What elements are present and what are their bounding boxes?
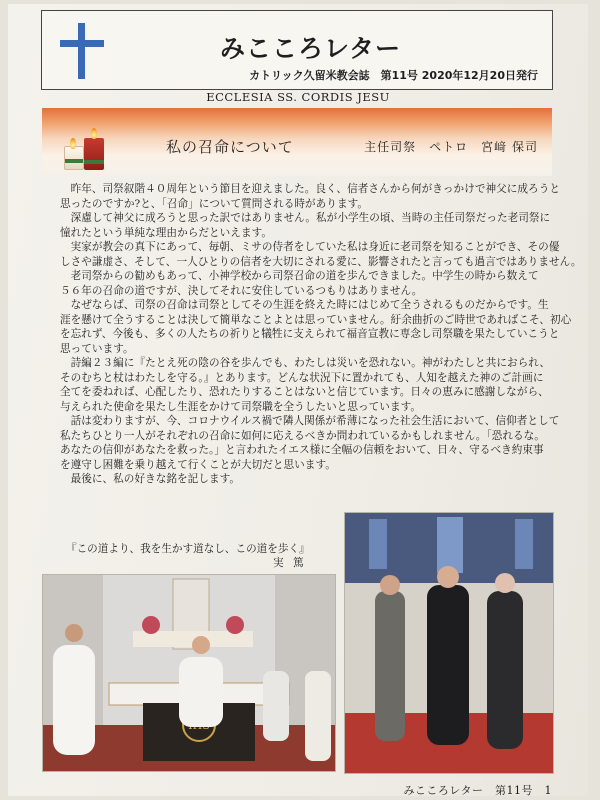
paragraph-2 — [60, 211, 554, 240]
text-line: 昨年、司祭叙階４０周年という節目を迎えました。良く、信者さんから何がきっかけで神父に成ろうと — [70, 183, 560, 195]
photo-mass-altar — [42, 574, 336, 772]
text-line: なぜならば、司祭の召命は司祭としてその生涯を終えた時にはじめて全うされるものだからです。生 — [70, 299, 549, 311]
text-line: 深慮して神父に成ろうと思った訳ではありません。私が小学生の頃、当時の主任司祭だった老司祭に — [70, 212, 551, 224]
text-line: 話は変わりますが、今、コロナウイルス禍で隣人関係が希薄になった社会生活において、信仰者として — [70, 415, 560, 427]
text-line: 与えられた使命を果たし生涯をかけて司祭職を全うしたいと思っています。 — [60, 400, 422, 413]
mass-scene — [43, 575, 335, 771]
paragraph-4 — [60, 269, 554, 298]
text-line: 私たちひとり一人がそれぞれの召命に如何に応えるべきか問われているかもしれません。「恐れるな。 — [60, 429, 545, 442]
article-title: 私の召命について — [166, 138, 294, 156]
text-line: 思ったのですか?と、「召命」について質問される時があります。 — [60, 197, 369, 210]
paragraph-5 — [60, 298, 572, 356]
text-line: を遵守し困難を乗り越えて行くことが大切だと思います。 — [60, 458, 336, 471]
article-author: 主任司祭 ペトロ 宮﨑 保司 — [364, 140, 538, 154]
text-line: 涯を懸けて全うすることは決して簡単なことよとは思っていません。紆余曲折のご時世であればこそ、初心 — [60, 313, 572, 326]
article-banner — [42, 108, 552, 176]
text-line: そのむちと杖はわたしを守る。』とあります。どんな状況下に置かれても、人知を越えた神のご計画に — [60, 371, 544, 384]
newsletter-title: みこころレター — [220, 34, 402, 63]
paragraph-6 — [60, 356, 554, 414]
paragraph-1 — [60, 182, 560, 211]
text-line: 老司祭からの勧めもあって、小神学校から司祭召命の道を歩んできました。中学生の時から数えて — [70, 270, 539, 282]
text-line: あなたの信仰があなたを救った。」と言われたイエス様に全幅の信頼をおいて、日々、守るべき約束事 — [60, 444, 544, 456]
text-line: 詩編２３編に『たとえ死の陰の谷を歩んでも、わたしは災いを恐れない。神がわたしと共におられ、 — [70, 357, 551, 369]
cross-icon — [60, 23, 104, 79]
motto-author: 実 篤 — [273, 557, 307, 569]
text-line: ５６年の召命の道ですが、決してそれに安住しているつもりはありません。 — [60, 284, 423, 297]
text-line: 思っています。 — [60, 342, 134, 355]
church-latin-name: ECCLESIA SS. CORDIS JESU — [206, 90, 390, 104]
photo-three-priests — [344, 512, 554, 774]
text-line: 憧れたという単純な理由からだといえます。 — [60, 226, 273, 239]
text-line: 全てを委ねれば、心配したり、恐れたりすることはないと信じています。日々の恵みに感謝しながら、 — [60, 386, 549, 398]
motto: 『この道より、我を生かす道なし、この道を歩く』 — [66, 543, 310, 555]
text-line: を忘れず、今後も、多くの人たちの祈りと犠牲に支えられて福音宣教に専念し司祭職を果たしていこうと — [60, 328, 560, 340]
text-line: 実家が教会の真下にあって、毎朝、ミサの侍者をしていた私は身近に老司祭を知ることができ、その優 — [70, 241, 560, 253]
text-line: しさや謙虚さ、そして、一人ひとりの信者を大切にされる愛に、影響されたと言っても過言ではありません。 — [60, 255, 582, 268]
page-footer: みこころレター 第11号 1 — [403, 784, 552, 797]
newsletter-page — [8, 4, 588, 796]
issue-info: カトリック久留米教会誌 第11号 2020年12月20日発行 — [249, 69, 538, 82]
masthead — [41, 10, 553, 90]
paragraph-8 — [60, 472, 554, 487]
text-line: 最後に、私の好きな銘を記します。 — [70, 473, 241, 485]
candles-icon — [58, 130, 118, 170]
priests-scene — [345, 513, 553, 773]
article-body — [60, 182, 582, 487]
paragraph-3 — [60, 240, 582, 269]
paragraph-7 — [60, 414, 560, 472]
